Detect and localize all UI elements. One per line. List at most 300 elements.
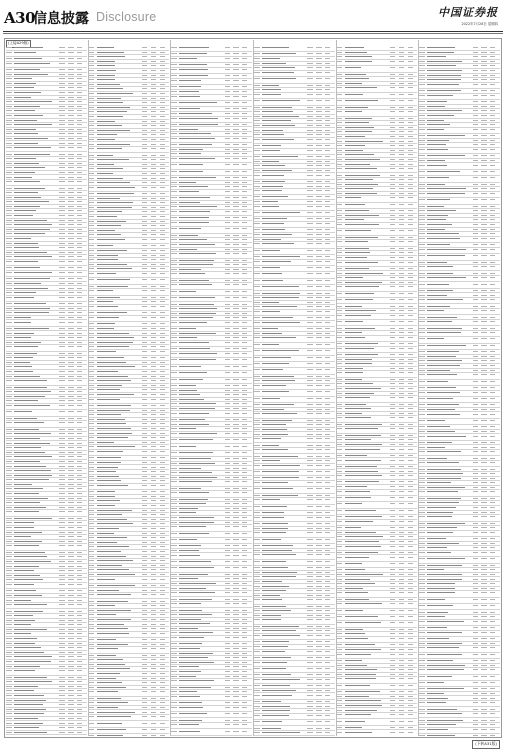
text-placeholder	[59, 620, 65, 621]
text-placeholder	[68, 256, 74, 257]
text-placeholder	[160, 698, 165, 699]
table-cell	[77, 574, 87, 576]
text-placeholder	[77, 704, 82, 705]
table-cell	[59, 277, 68, 279]
text-placeholder	[142, 716, 148, 717]
text-placeholder	[59, 247, 65, 248]
text-placeholder	[77, 552, 82, 553]
table-cell	[242, 341, 252, 343]
table-cell	[77, 731, 87, 733]
table-cell	[14, 180, 59, 182]
table-cell	[160, 110, 170, 112]
table-cell	[6, 196, 14, 198]
table-cell	[6, 296, 14, 298]
table-cell	[89, 618, 97, 620]
table-cell	[160, 445, 170, 447]
table-cell	[151, 450, 160, 452]
text-placeholder	[151, 673, 157, 674]
text-placeholder	[97, 614, 116, 615]
text-placeholder	[151, 178, 157, 179]
text-placeholder	[142, 239, 148, 240]
text-placeholder	[6, 452, 12, 453]
table-cell	[97, 163, 142, 165]
text-placeholder	[68, 438, 74, 439]
text-placeholder	[6, 143, 12, 144]
text-placeholder	[97, 628, 128, 629]
table-cell	[59, 574, 68, 576]
text-placeholder	[89, 98, 95, 99]
text-placeholder	[160, 116, 165, 117]
text-placeholder	[59, 87, 65, 88]
table-cell	[160, 97, 170, 99]
text-placeholder	[97, 351, 116, 352]
text-placeholder	[89, 230, 95, 231]
table-cell	[97, 470, 142, 472]
table-cell	[242, 57, 252, 59]
table-cell	[77, 517, 87, 519]
text-placeholder	[225, 69, 231, 70]
table-cell	[142, 461, 151, 463]
text-placeholder	[77, 615, 82, 616]
text-placeholder	[89, 221, 95, 222]
text-placeholder	[171, 69, 177, 70]
table-cell	[68, 171, 77, 173]
table-cell	[97, 78, 142, 80]
text-placeholder	[225, 206, 231, 207]
text-placeholder	[97, 371, 118, 372]
text-placeholder	[97, 673, 120, 674]
table-cell	[142, 172, 151, 174]
table-cell	[225, 502, 234, 504]
text-placeholder	[142, 297, 148, 298]
table-cell	[89, 441, 97, 443]
table-cell	[233, 378, 242, 380]
table-cell	[14, 609, 59, 611]
table-cell	[89, 267, 97, 269]
table-cell	[68, 390, 77, 392]
text-placeholder	[233, 433, 239, 434]
text-placeholder	[171, 408, 177, 409]
text-placeholder	[225, 539, 231, 540]
text-placeholder	[151, 560, 157, 561]
table-cell	[97, 513, 142, 515]
table-cell	[89, 456, 97, 458]
table-cell	[225, 190, 234, 192]
text-placeholder	[68, 475, 74, 476]
edition-date: 2022年7月28日 星期四	[461, 22, 498, 26]
table-cell	[59, 123, 68, 125]
text-placeholder	[142, 116, 148, 117]
text-placeholder	[68, 328, 74, 329]
text-placeholder	[59, 337, 65, 338]
text-placeholder	[14, 647, 41, 648]
table-cell	[242, 502, 252, 504]
text-placeholder	[142, 610, 148, 611]
text-placeholder	[225, 217, 231, 218]
table-cell	[142, 667, 151, 669]
text-placeholder	[68, 488, 74, 489]
table-cell	[225, 63, 234, 65]
text-placeholder	[151, 644, 157, 645]
text-placeholder	[59, 278, 65, 279]
text-placeholder	[14, 470, 51, 471]
text-placeholder	[225, 149, 231, 150]
text-placeholder	[89, 245, 95, 246]
text-placeholder	[77, 700, 82, 701]
text-placeholder	[14, 387, 47, 388]
text-placeholder	[179, 313, 215, 314]
text-placeholder	[160, 297, 165, 298]
text-placeholder	[68, 58, 74, 59]
table-cell	[160, 632, 170, 634]
table-cell	[77, 483, 87, 485]
table-cell	[160, 667, 170, 669]
text-placeholder	[59, 167, 65, 168]
table-cell	[14, 105, 59, 107]
text-placeholder	[89, 116, 95, 117]
table-cell	[14, 91, 59, 93]
text-placeholder	[14, 115, 43, 116]
table-cell	[242, 201, 252, 203]
text-placeholder	[171, 291, 177, 292]
table-cell	[151, 316, 160, 318]
text-placeholder	[160, 673, 165, 674]
table-cell	[6, 291, 14, 293]
text-placeholder	[68, 595, 74, 596]
table-cell	[59, 232, 68, 234]
text-placeholder	[179, 522, 213, 523]
text-placeholder	[171, 186, 177, 187]
text-placeholder	[6, 292, 12, 293]
text-placeholder	[142, 346, 148, 347]
text-placeholder	[233, 372, 239, 373]
table-cell	[97, 153, 142, 155]
table-cell	[68, 356, 77, 358]
table-cell	[225, 210, 234, 212]
table-cell	[233, 438, 242, 440]
table-cell	[242, 181, 252, 183]
text-placeholder	[160, 496, 165, 497]
text-placeholder	[59, 129, 65, 130]
table-cell	[151, 78, 160, 80]
table-cell	[160, 658, 170, 660]
table-cell	[89, 721, 97, 723]
table-cell	[142, 518, 151, 520]
text-placeholder	[242, 333, 247, 334]
text-placeholder	[68, 418, 74, 419]
text-placeholder	[68, 333, 74, 334]
table-cell	[77, 469, 87, 471]
text-placeholder	[242, 488, 247, 489]
table-cell	[14, 171, 59, 173]
text-placeholder	[151, 712, 157, 713]
text-placeholder	[6, 376, 12, 377]
table-cell	[6, 157, 14, 159]
table-cell	[97, 263, 142, 265]
table-cell	[97, 305, 142, 307]
table-cell	[68, 119, 77, 121]
text-placeholder	[160, 691, 165, 692]
table-cell	[233, 46, 242, 48]
text-placeholder	[97, 480, 121, 481]
text-placeholder	[151, 88, 157, 89]
table-cell	[68, 302, 77, 304]
table-cell	[77, 228, 87, 230]
text-placeholder	[97, 619, 131, 620]
table-cell	[233, 268, 242, 270]
table-cell	[97, 87, 142, 89]
table-cell	[151, 229, 160, 231]
table-cell	[89, 375, 97, 377]
table-cell	[68, 260, 77, 262]
text-placeholder	[59, 124, 65, 125]
table-cell	[59, 365, 68, 367]
table-cell	[142, 413, 151, 415]
table-cell	[59, 614, 68, 616]
table-cell	[142, 60, 151, 62]
table-cell	[97, 46, 142, 48]
table-cell	[160, 541, 170, 543]
text-placeholder	[142, 342, 148, 343]
table-cell	[225, 393, 234, 395]
text-placeholder	[233, 463, 239, 464]
table-cell	[151, 64, 160, 66]
text-placeholder	[68, 110, 74, 111]
table-cell	[179, 259, 224, 261]
table-cell	[59, 370, 68, 372]
text-placeholder	[6, 177, 12, 178]
table-cell	[77, 365, 87, 367]
table-cell	[14, 699, 59, 701]
table-cell	[233, 451, 242, 453]
text-placeholder	[89, 79, 95, 80]
table-cell	[151, 441, 160, 443]
text-placeholder	[142, 574, 148, 575]
text-placeholder	[97, 98, 121, 99]
text-placeholder	[6, 172, 12, 173]
text-placeholder	[59, 215, 65, 216]
table-cell	[77, 589, 87, 591]
table-cell	[233, 307, 242, 309]
text-placeholder	[160, 346, 165, 347]
text-placeholder	[225, 297, 231, 298]
text-placeholder	[225, 273, 231, 274]
table-cell	[77, 114, 87, 116]
text-placeholder	[6, 677, 12, 678]
text-placeholder	[14, 502, 40, 503]
text-placeholder	[77, 163, 82, 164]
table-cell	[89, 532, 97, 534]
table-cell	[171, 398, 179, 400]
text-placeholder	[242, 508, 247, 509]
table-cell	[97, 647, 142, 649]
table-cell	[160, 142, 170, 144]
table-cell	[59, 141, 68, 143]
table-cell	[242, 259, 252, 261]
table-cell	[68, 632, 77, 634]
table-cell	[233, 201, 242, 203]
text-placeholder	[68, 124, 74, 125]
text-placeholder	[171, 182, 177, 183]
table-cell	[89, 564, 97, 566]
table-cell	[151, 697, 160, 699]
table-cell	[14, 336, 59, 338]
table-cell	[77, 685, 87, 687]
text-placeholder	[242, 539, 247, 540]
table-cell	[14, 51, 59, 53]
text-placeholder	[151, 624, 157, 625]
table-cell	[14, 651, 59, 653]
text-placeholder	[151, 102, 157, 103]
text-placeholder	[242, 284, 247, 285]
text-placeholder	[151, 312, 157, 313]
text-placeholder	[142, 182, 148, 183]
text-placeholder	[160, 317, 165, 318]
text-placeholder	[225, 481, 231, 482]
text-placeholder	[171, 197, 177, 198]
text-placeholder	[233, 408, 239, 409]
text-placeholder	[97, 290, 114, 291]
text-placeholder	[160, 234, 165, 235]
table-cell	[59, 352, 68, 354]
table-cell	[6, 699, 14, 701]
table-cell	[242, 95, 252, 97]
table-cell	[160, 431, 170, 433]
table-cell	[171, 525, 179, 527]
text-placeholder	[225, 488, 231, 489]
section-title-english: Disclosure	[96, 10, 157, 24]
text-placeholder	[89, 139, 95, 140]
table-cell	[160, 588, 170, 590]
text-placeholder	[160, 419, 165, 420]
text-placeholder	[142, 211, 148, 212]
table-cell	[6, 410, 14, 412]
table-cell	[77, 77, 87, 79]
text-placeholder	[160, 528, 165, 529]
table-cell	[160, 361, 170, 363]
text-placeholder	[233, 249, 239, 250]
text-placeholder	[6, 229, 12, 230]
text-placeholder	[242, 512, 247, 513]
table-cell	[225, 407, 234, 409]
table-cell	[242, 411, 252, 413]
text-placeholder	[68, 317, 74, 318]
text-placeholder	[14, 723, 43, 724]
text-placeholder	[6, 666, 12, 667]
text-placeholder	[233, 269, 239, 270]
text-placeholder	[151, 505, 157, 506]
text-placeholder	[151, 462, 157, 463]
text-placeholder	[68, 579, 74, 580]
table-cell	[89, 69, 97, 71]
text-placeholder	[97, 178, 123, 179]
table-cell	[77, 282, 87, 284]
table-cell	[77, 132, 87, 134]
table-cell	[59, 311, 68, 313]
table-cell	[233, 117, 242, 119]
text-placeholder	[142, 633, 148, 634]
table-cell	[97, 599, 142, 601]
text-placeholder	[97, 485, 129, 486]
text-placeholder	[68, 278, 74, 279]
table-cell	[6, 487, 14, 489]
table-cell	[242, 402, 252, 404]
text-placeholder	[59, 727, 65, 728]
table-cell	[179, 507, 224, 509]
table-cell	[68, 141, 77, 143]
text-placeholder	[171, 217, 177, 218]
table-cell	[179, 487, 224, 489]
table-cell	[77, 331, 87, 333]
text-placeholder	[242, 379, 247, 380]
table-cell	[89, 133, 97, 135]
table-cell	[151, 550, 160, 552]
table-cell	[14, 100, 59, 102]
text-placeholder	[160, 480, 165, 481]
text-placeholder	[171, 472, 177, 473]
text-placeholder	[89, 357, 95, 358]
table-cell	[77, 669, 87, 671]
table-cell	[142, 153, 151, 155]
text-placeholder	[59, 511, 65, 512]
text-placeholder	[97, 306, 118, 307]
table-cell	[77, 492, 87, 494]
text-placeholder	[225, 202, 231, 203]
table-cell	[160, 249, 170, 251]
text-placeholder	[151, 542, 157, 543]
table-cell	[142, 316, 151, 318]
text-placeholder	[6, 643, 12, 644]
table-cell	[233, 389, 242, 391]
text-placeholder	[89, 514, 95, 515]
table-cell	[89, 475, 97, 477]
table-cell	[97, 356, 142, 358]
table-cell	[6, 669, 14, 671]
text-placeholder	[242, 403, 247, 404]
table-cell	[89, 734, 97, 736]
text-placeholder	[151, 111, 157, 112]
text-placeholder	[171, 86, 177, 87]
text-placeholder	[89, 346, 95, 347]
table-cell	[179, 201, 224, 203]
text-placeholder	[142, 729, 148, 730]
table-cell	[59, 451, 68, 453]
table-cell	[77, 410, 87, 412]
table-cell	[233, 132, 242, 134]
text-placeholder	[68, 391, 74, 392]
text-placeholder	[151, 723, 157, 724]
table-cell	[142, 305, 151, 307]
text-placeholder	[160, 207, 165, 208]
table-cell	[6, 141, 14, 143]
text-placeholder	[14, 713, 44, 714]
text-placeholder	[68, 143, 74, 144]
table-cell	[233, 210, 242, 212]
table-cell	[68, 68, 77, 70]
table-cell	[151, 74, 160, 76]
text-placeholder	[242, 149, 247, 150]
text-placeholder	[89, 423, 95, 424]
text-placeholder	[14, 396, 45, 397]
text-placeholder	[77, 69, 82, 70]
table-cell	[233, 290, 242, 292]
text-placeholder	[59, 493, 65, 494]
table-cell	[89, 499, 97, 501]
text-placeholder	[97, 88, 124, 89]
table-cell	[77, 531, 87, 533]
text-placeholder	[151, 148, 157, 149]
text-placeholder	[59, 479, 65, 480]
